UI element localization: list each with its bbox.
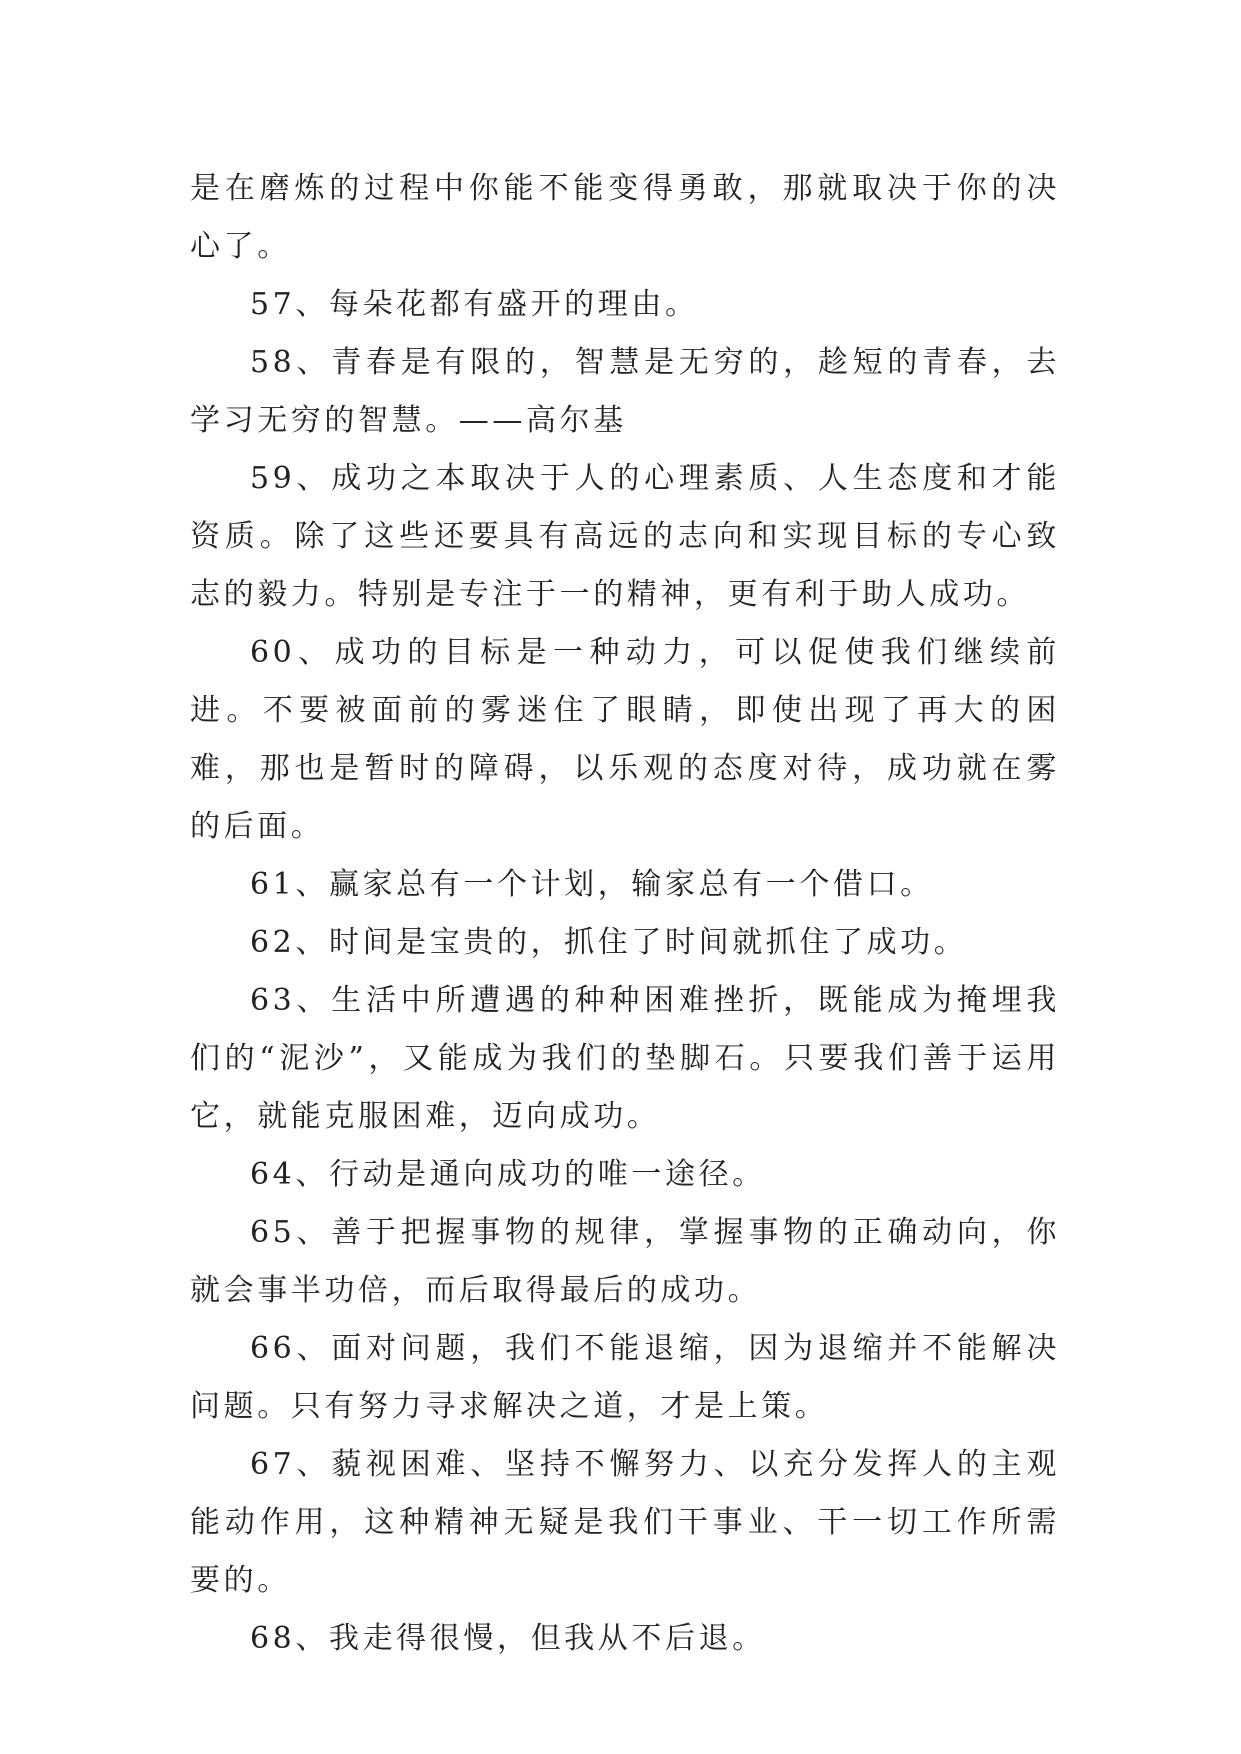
paragraph-68: 68、我走得很慢，但我从不后退。 [250, 1621, 766, 1656]
paragraph-65: 65、善于把握事物的规律，掌握事物的正确动向，你就会事半功倍，而后取得最后的成功。 [190, 1215, 1060, 1308]
paragraph-62: 62、时间是宝贵的，抓住了时间就抓住了成功。 [250, 925, 968, 960]
paragraph-57: 57、每朵花都有盛开的理由。 [250, 287, 699, 322]
paragraph-67: 67、藐视困难、坚持不懈努力、以充分发挥人的主观能动作用，这种精神无疑是我们干事业、干一切工作所需要的。 [190, 1447, 1060, 1598]
paragraph-61: 61、赢家总有一个计划，输家总有一个借口。 [250, 867, 934, 902]
paragraph-63: 63、生活中所遭遇的种种困难挫折，既能成为掩埋我们的“泥沙”，又能成为我们的垫脚石。只要我们善于运用它，就能克服困难，迈向成功。 [190, 983, 1060, 1134]
paragraph-59: 59、成功之本取决于人的心理素质、人生态度和才能资质。除了这些还要具有高远的志向和实现目标的专心致志的毅力。特别是专注于一的精神，更有利于助人成功。 [190, 461, 1060, 612]
paragraph-58: 58、青春是有限的，智慧是无穷的，趁短的青春，去学习无穷的智慧。——高尔基 [190, 345, 1060, 438]
document-body [190, 160, 1060, 1668]
paragraph-continuation: 是在磨炼的过程中你能不能变得勇敢，那就取决于你的决心了。 [190, 171, 1060, 264]
paragraph-64: 64、行动是通向成功的唯一途径。 [250, 1157, 766, 1192]
paragraph-66: 66、面对问题，我们不能退缩，因为退缩并不能解决问题。只有努力寻求解决之道，才是上策。 [190, 1331, 1060, 1424]
paragraph-60: 60、成功的目标是一种动力，可以促使我们继续前进。不要被面前的雾迷住了眼睛，即使出现了再大的困难，那也是暂时的障碍，以乐观的态度对待，成功就在雾的后面。 [190, 635, 1060, 844]
